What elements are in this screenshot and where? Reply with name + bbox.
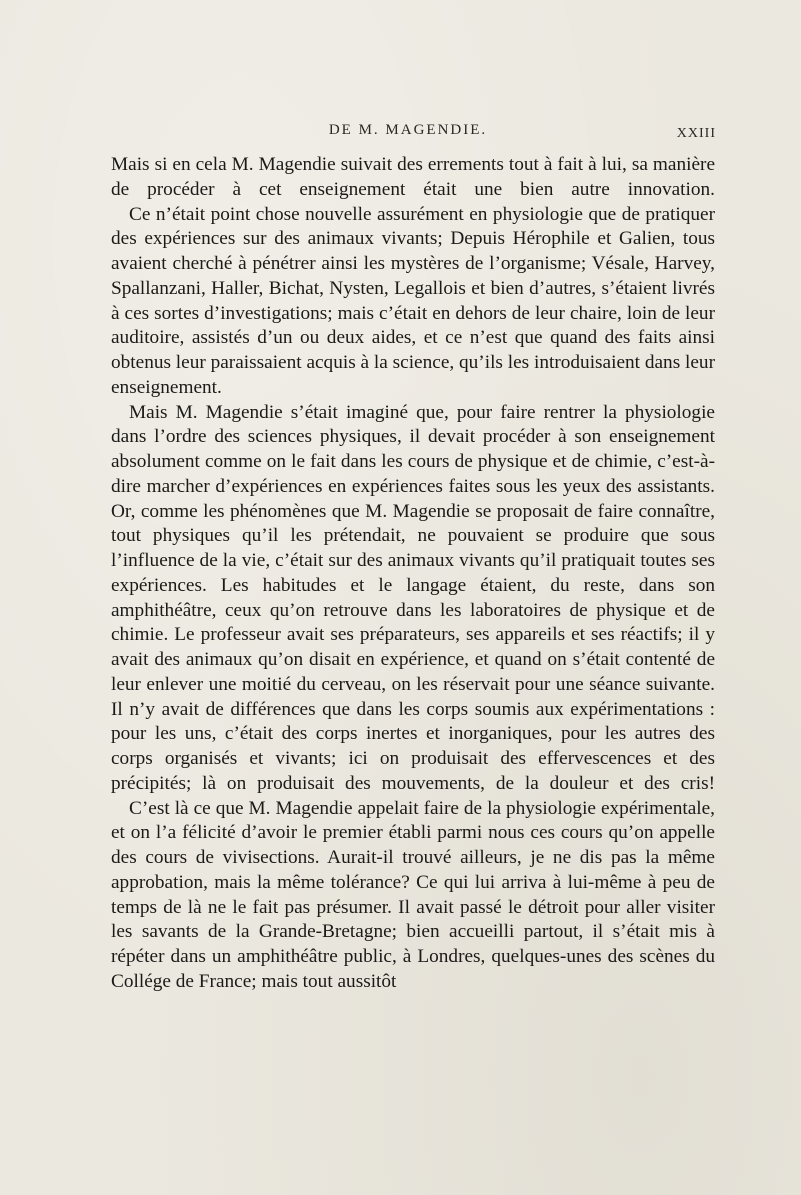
paragraph: Ce n’était point chose nouvelle assurément en physiologie que de pratiquer des expériences sur des animaux vivants; Depuis Hérophile et Galien, tous avaient cherché à pénétrer ainsi les mystères de l’organisme; Vésale, Harvey, Spallanzani, Haller, Bichat, Nysten, Legallois et bien d’autres, s’étaient livrés à ces sortes d’investigations; mais c’était en dehors de leur chaire, loin de leur auditoire, assistés d’un ou deux aides, et ce n’est que quand des faits ainsi obtenus leur paraissaient acquis à la science, qu’ils les introduisaient dans leur enseignement. [111, 203, 715, 398]
page-number: XXIII [676, 126, 716, 141]
running-title: DE M. MAGENDIE. [328, 122, 488, 138]
running-head [100, 122, 716, 146]
paragraph: Mais si en cela M. Magendie suivait des errements tout à fait à lui, sa manière de procéder à cet enseignement était une bien autre innovation. [111, 154, 715, 200]
paragraph: Mais M. Magendie s’était imaginé que, pour faire rentrer la physiologie dans l’ordre des sciences physiques, il devait procéder à son enseignement absolument comme on le fait dans les cours de physique et de chimie, c’est-à-dire marcher d’expériences en expériences faites sous les yeux des assistants. Or, comme les phénomènes que M. Magendie se proposait de faire connaître, tout physiques qu’il les prétendait, ne pouvaient se produire que sous l’influence de la vie, c’était sur des animaux vivants qu’il pratiquait toutes ses expériences. Les habitudes et le langage étaient, du reste, dans son amphithéâtre, ceux qu’on retrouve dans les laboratoires de physique et de chimie. Le professeur avait ses préparateurs, ses appareils et ses réactifs; il y avait des animaux qu’on disait en expérience, et quand on s’était contenté de leur enlever une moitié du cerveau, on les réservait pour une séance suivante. Il n’y avait de différences que dans les corps soumis aux expérimentations : pour les uns, c’était des corps inertes et inorganiques, pour les autres des corps organisés et vivants; ici on produisait des effervescences et des précipités; là on produisait des mouvements, de la douleur et des cris! [111, 401, 715, 794]
paragraph: C’est là ce que M. Magendie appelait faire de la physiologie expérimentale, et on l’a félicité d’avoir le premier établi parmi nous ces cours qu’on appelle des cours de vivisections. Aurait-il trouvé ailleurs, je ne dis pas la même approbation, mais la même tolérance? Ce qui lui arriva à lui-même à peu de temps de là ne le fait pas présumer. Il avait passé le détroit pour aller visiter les savants de la Grande-Bretagne; bien accueilli partout, il s’était mis à répéter dans un amphithéâtre public, à Londres, quelques-unes des scènes du Collége de France; mais tout aussitôt [111, 797, 715, 992]
body-text [111, 153, 715, 995]
